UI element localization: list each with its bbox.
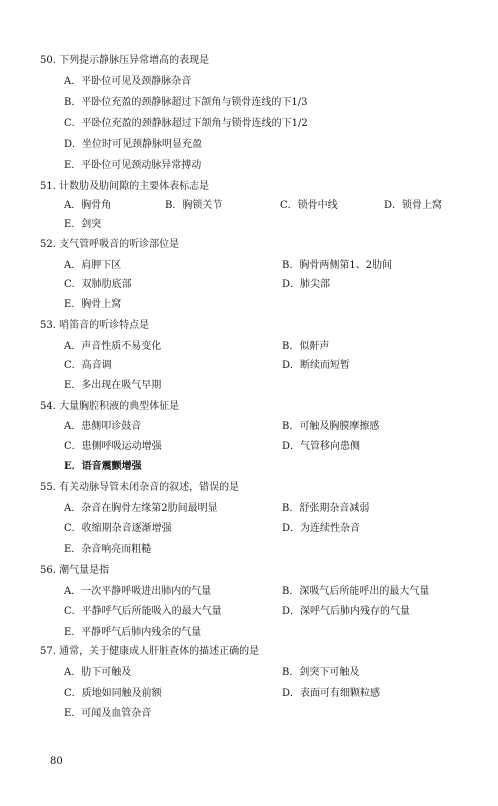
question-number: 54.: [40, 401, 56, 412]
question-50: [40, 56, 209, 66]
option-b: B．胸骨两侧第1、2肋间: [282, 260, 393, 271]
option-d: D．坐位时可见颈静脉明显充盈: [64, 139, 203, 150]
question-stem: 计数肋及肋间隙的主要体表标志是: [59, 181, 210, 192]
question-number: 50.: [40, 55, 56, 66]
option-a: A．肋下可触及: [64, 667, 132, 678]
option-e: E．多出现在吸气早期: [64, 380, 162, 391]
question-number: 55.: [40, 482, 56, 493]
option-e: E．杂音响亮而粗糙: [64, 544, 152, 555]
question-stem: 有关动脉导管未闭杂音的叙述，错误的是: [59, 482, 240, 493]
question-number: 53.: [40, 320, 56, 331]
option-e: E．平卧位可见颈动脉异常搏动: [64, 160, 202, 171]
option-e: E．剑突: [64, 219, 102, 230]
option-c: C．锁骨中线: [280, 200, 338, 211]
option-c: C．平静呼气后所能吸入的最大气量: [64, 606, 222, 617]
option-d: D．表面可有细颗粒感: [282, 688, 381, 699]
question-51: [40, 182, 209, 192]
question-number: 52.: [40, 239, 56, 250]
option-c: C．质地如同触及前额: [64, 688, 162, 699]
question-53: [40, 321, 149, 331]
option-b: B．可触及胸膜摩擦感: [282, 421, 380, 432]
option-e: E．胸骨上窝: [64, 299, 122, 310]
question-52: [40, 240, 179, 250]
option-c: C．收缩期杂音逐渐增强: [64, 523, 172, 534]
option-e: E．可闻及血管杂音: [64, 708, 152, 719]
option-b: B．剑突下可触及: [282, 667, 360, 678]
option-d: D．深呼气后肺内残存的气量: [282, 606, 411, 617]
option-c: C．双肺肋底部: [64, 279, 132, 290]
page-number: 80: [50, 756, 63, 767]
option-b: B．似鼾声: [282, 341, 330, 352]
option-e: E．平静呼气后肺内残余的气量: [64, 627, 202, 638]
option-b: B．深吸气后所能呼出的最大气量: [282, 586, 430, 597]
option-b: B．平卧位充盈的颈静脉超过下颌角与锁骨连线的下1/3: [64, 97, 308, 108]
option-a: A．肩胛下区: [64, 260, 122, 271]
question-stem: 潮气量是指: [59, 565, 110, 576]
option-b: B．舒张期杂音减弱: [282, 503, 370, 514]
option-a: A．胸骨角: [64, 200, 112, 211]
option-e: E．语音震颤增强: [64, 461, 142, 472]
question-number: 57.: [40, 646, 56, 657]
option-d: D．锁骨上窝: [384, 200, 443, 211]
question-stem: 大量胸腔积液的典型体征是: [59, 401, 180, 412]
option-d: D．断续而短暂: [282, 360, 351, 371]
question-stem: 支气管呼吸音的听诊部位是: [59, 239, 180, 250]
option-b: B．胸锁关节: [165, 200, 223, 211]
question-number: 56.: [40, 565, 56, 576]
question-57: [40, 647, 259, 657]
option-a: A．一次平静呼吸进出肺内的气量: [64, 586, 212, 597]
option-d: D．肺尖部: [282, 279, 331, 290]
question-number: 51.: [40, 181, 56, 192]
option-a: A．平卧位可见及颈静脉杂音: [64, 76, 192, 87]
option-d: D．为连续性杂音: [282, 523, 361, 534]
option-c: C．高音调: [64, 360, 112, 371]
question-55: [40, 483, 239, 493]
question-stem: 通常，关于健康成人肝脏查体的描述正确的是: [59, 646, 260, 657]
option-c: C．患侧呼吸运动增强: [64, 441, 162, 452]
question-54: [40, 402, 179, 412]
question-stem: 哨笛音的听诊特点是: [59, 320, 150, 331]
question-stem: 下列提示静脉压异常增高的表现是: [59, 55, 210, 66]
question-56: [40, 566, 109, 576]
option-c: C．平卧位充盈的颈静脉超过下颌角与锁骨连线的下1/2: [64, 118, 308, 129]
option-a: A．杂音在胸骨左缘第2肋间最明显: [64, 503, 218, 514]
option-a: A．患侧叩诊鼓音: [64, 421, 142, 432]
option-d: D．气管移向患侧: [282, 441, 361, 452]
option-a: A．声音性质不易变化: [64, 341, 162, 352]
